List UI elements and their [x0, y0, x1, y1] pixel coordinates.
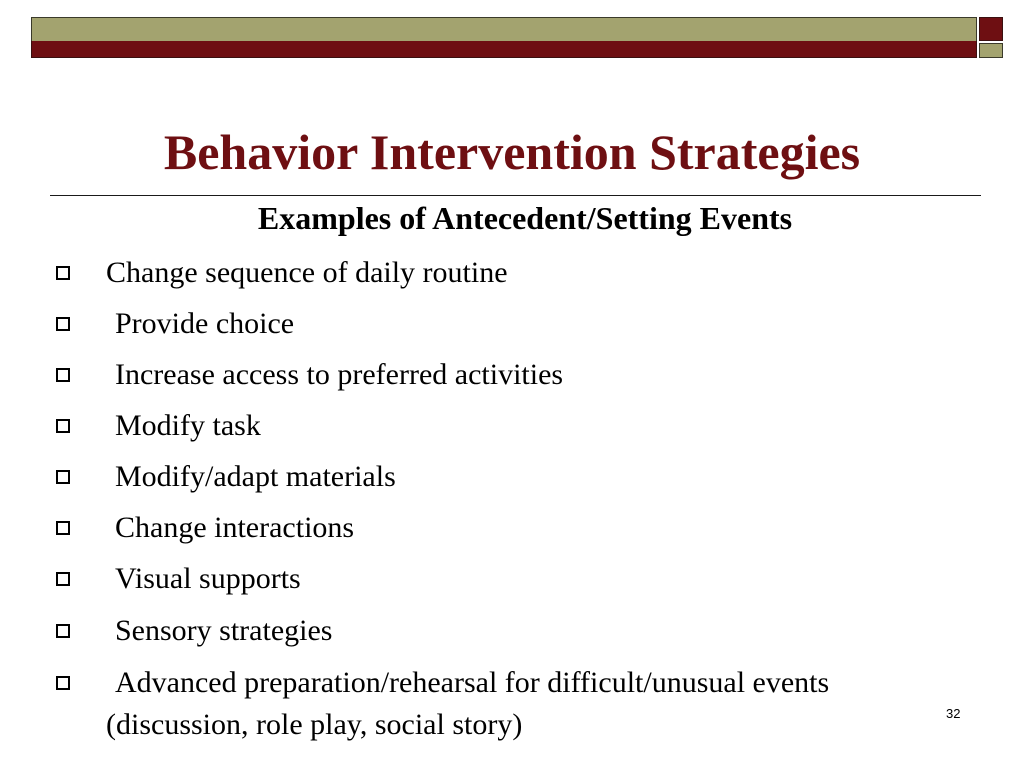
list-item-text: Change sequence of daily routine [106, 256, 508, 289]
list-item-text: Provide choice [115, 307, 295, 340]
slide-title: Behavior Intervention Strategies [163, 124, 861, 180]
list-item-text: Modify/adapt materials [115, 460, 396, 493]
hollow-square-icon [56, 624, 70, 638]
hollow-square-icon [56, 521, 70, 535]
hollow-square-icon [56, 317, 70, 331]
hollow-square-icon [56, 266, 70, 280]
hollow-square-icon [56, 368, 70, 382]
list-item-text: Sensory strategies [115, 614, 333, 647]
slide-subtitle: Examples of Antecedent/Setting Events [257, 200, 793, 236]
header-band-olive [31, 17, 977, 41]
list-item-text: Modify task [115, 409, 261, 442]
hollow-square-icon [56, 470, 70, 484]
list-item-continuation: (discussion, role play, social story) [106, 708, 523, 741]
hollow-square-icon [56, 419, 70, 433]
list-item-text: Advanced preparation/rehearsal for difficult/unusual events [115, 666, 830, 699]
hollow-square-icon [56, 572, 70, 586]
corner-square-maroon [979, 17, 1003, 41]
corner-square-olive [979, 43, 1003, 58]
list-item-text: Increase access to preferred activities [115, 358, 564, 391]
header-band-maroon [31, 41, 977, 58]
list-item-text: Visual supports [115, 562, 301, 595]
title-divider [50, 195, 981, 196]
list-item-text: Change interactions [115, 511, 355, 544]
hollow-square-icon [56, 676, 70, 690]
page-number: 32 [946, 706, 961, 721]
